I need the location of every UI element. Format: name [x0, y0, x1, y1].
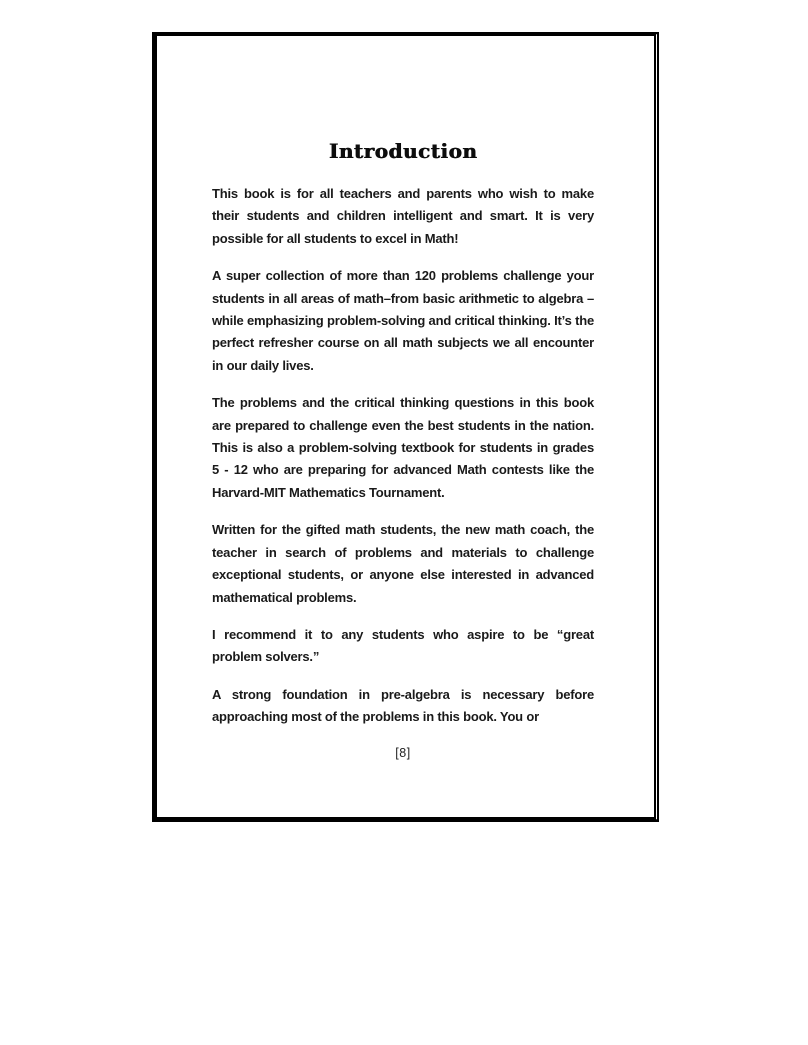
book-page-frame	[152, 32, 659, 822]
paragraph-written-for: Written for the gifted math students, the new math coach, the teacher in search of problems and materials to challenge exceptional students, or anyone else interested in advanced mathematical problems.	[212, 522, 594, 605]
paragraph-recommendation: I recommend it to any students who aspire to be “great problem solvers.”	[212, 626, 594, 665]
page-number: [8]	[395, 745, 411, 760]
page-title: Introduction	[328, 139, 478, 163]
paragraph-prealgebra-foundation: A strong foundation in pre-algebra is necessary before approaching most of the problems in this book. You or	[212, 686, 594, 725]
paragraph-intro-audience: This book is for all teachers and parents who wish to make their students and children intelligent and smart. It is very possible for all students to excel in Math!	[212, 186, 594, 246]
paragraph-challenge-students: The problems and the critical thinking questions in this book are prepared to challenge even the best students in the nation. This is also a problem-solving textbook for students in grades 5 - 12 who are preparing for advanced Math contests like the Harvard-MIT Mathematics Tournament.	[212, 395, 594, 500]
paragraph-problem-collection: A super collection of more than 120 problems challenge your students in all areas of math–from basic arithmetic to algebra – while emphasizing problem-solving and critical thinking. It’s the perfect refresher course on all math subjects we all encounter in our daily lives.	[212, 268, 594, 373]
